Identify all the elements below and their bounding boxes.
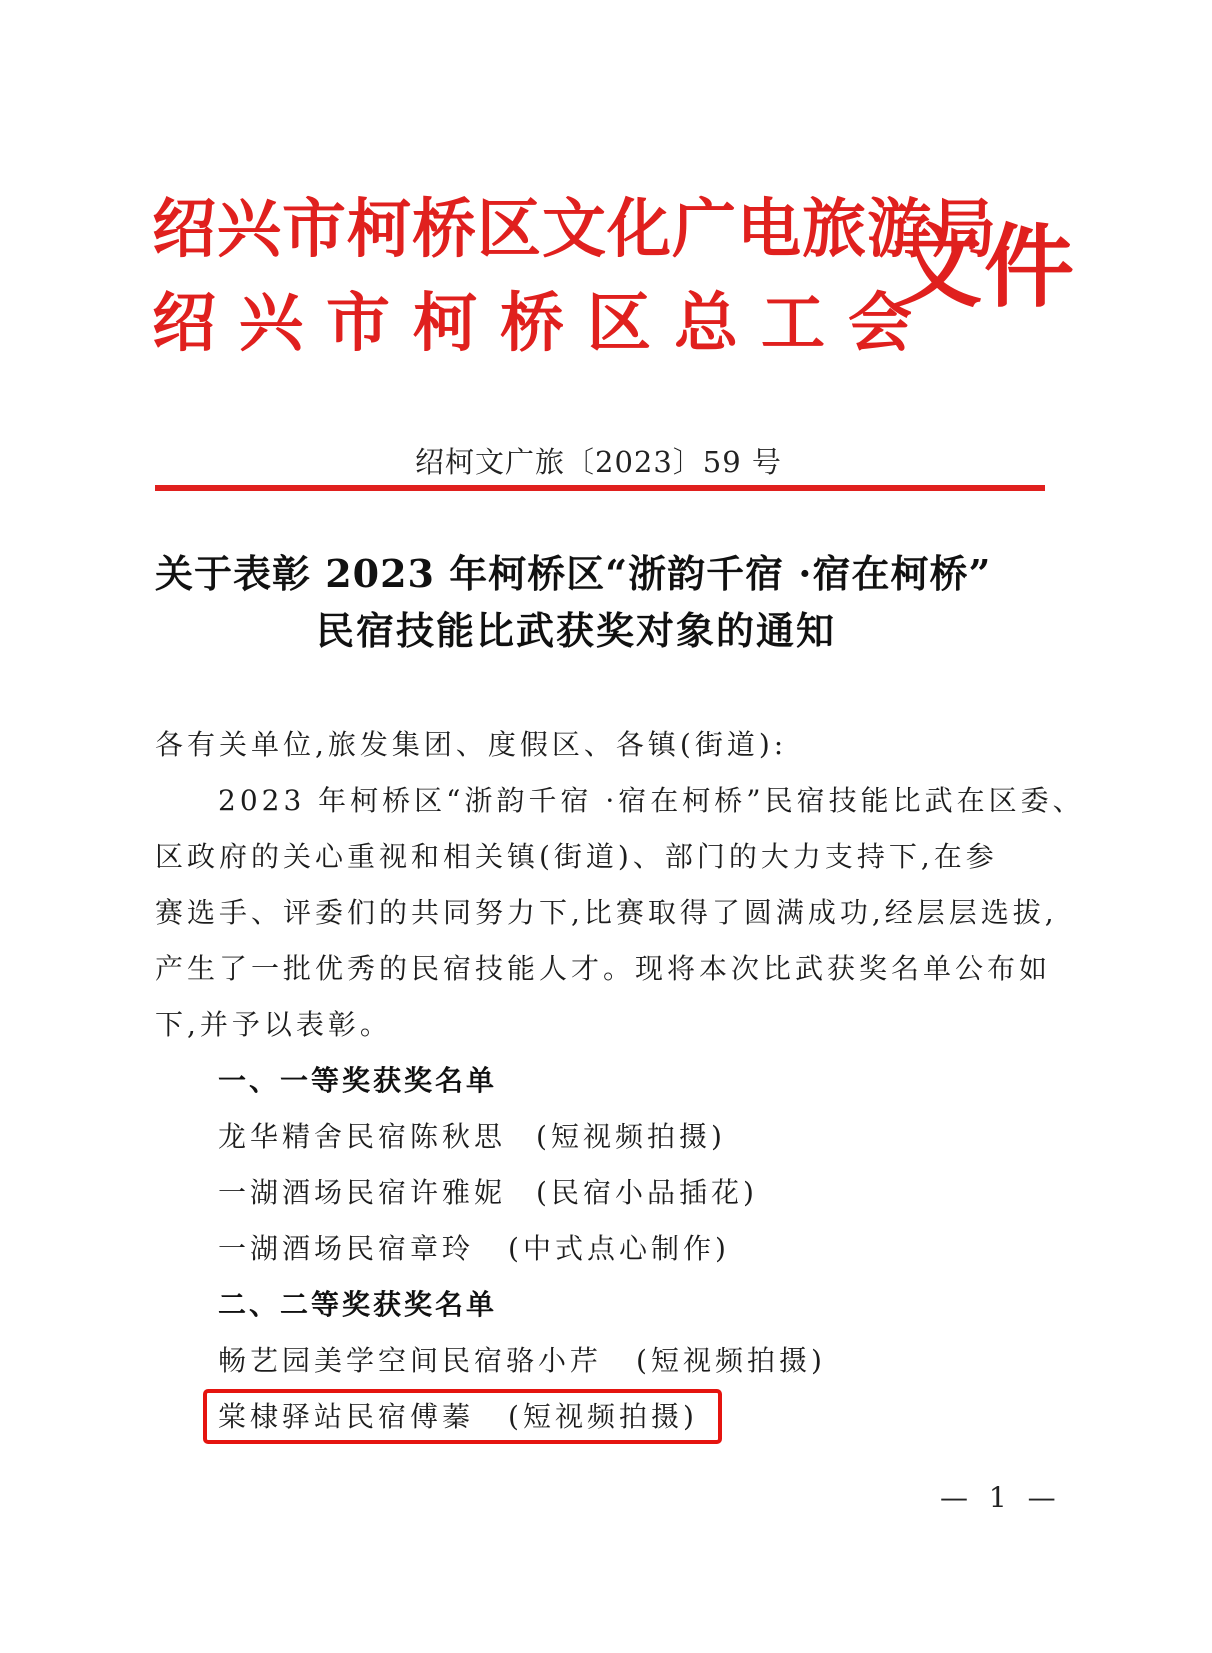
award-category: (短视频拍摄) xyxy=(508,1400,698,1433)
award-entry xyxy=(218,1343,826,1379)
salutation: 各有关单位,旅发集团、度假区、各镇(街道): xyxy=(155,728,788,761)
award-entry xyxy=(218,1119,726,1155)
issuer-line-2: 绍兴市柯桥区总工会 xyxy=(152,287,935,361)
document-number: 绍柯文广旅〔2023〕59 号 xyxy=(415,445,782,479)
awardee-name: 畅艺园美学空间民宿骆小芹 xyxy=(218,1344,603,1377)
awardee-name: 一湖酒场民宿许雅妮 xyxy=(218,1176,507,1209)
award-entry xyxy=(218,1175,758,1211)
award-category: (短视频拍摄) xyxy=(636,1344,826,1377)
awardee-name: 棠棣驿站民宿傅蓁 xyxy=(218,1400,475,1433)
notice-title-line-2: 民宿技能比武获奖对象的通知 xyxy=(316,608,837,653)
awardee-name: 一湖酒场民宿章玲 xyxy=(218,1232,475,1265)
body-paragraph-line: 赛选手、评委们的共同努力下,比赛取得了圆满成功,经层层选拔, xyxy=(155,896,1058,929)
awardee-name: 龙华精舍民宿陈秋思 xyxy=(218,1120,507,1153)
second-prize-heading: 二、二等奖获奖名单 xyxy=(218,1288,498,1321)
issuer-line-1: 绍兴市柯桥区文化广电旅游局 xyxy=(152,193,997,267)
body-paragraph-line: 下,并予以表彰。 xyxy=(155,1008,392,1041)
notice-title-line-1: 关于表彰 2023 年柯桥区“浙韵千宿 ·宿在柯桥” xyxy=(155,551,992,596)
award-category: (短视频拍摄) xyxy=(536,1120,726,1153)
document-type-label: 文件 xyxy=(892,215,1076,320)
highlight-annotation-box xyxy=(203,1389,722,1444)
body-paragraph-line: 产生了一批优秀的民宿技能人才。现将本次比武获奖名单公布如 xyxy=(155,952,1052,985)
body-paragraph-line: 2023 年柯桥区“浙韵千宿 ·宿在柯桥”民宿技能比武在区委、 xyxy=(218,784,1085,817)
body-paragraph-line: 区政府的关心重视和相关镇(街道)、部门的大力支持下,在参 xyxy=(155,840,998,873)
first-prize-heading: 一、一等奖获奖名单 xyxy=(218,1064,498,1097)
award-category: (中式点心制作) xyxy=(508,1232,730,1265)
award-entry xyxy=(218,1231,730,1267)
award-category: (民宿小品插花) xyxy=(536,1176,758,1209)
page-number: — 1 — xyxy=(940,1481,1062,1514)
masthead-divider xyxy=(155,485,1045,491)
